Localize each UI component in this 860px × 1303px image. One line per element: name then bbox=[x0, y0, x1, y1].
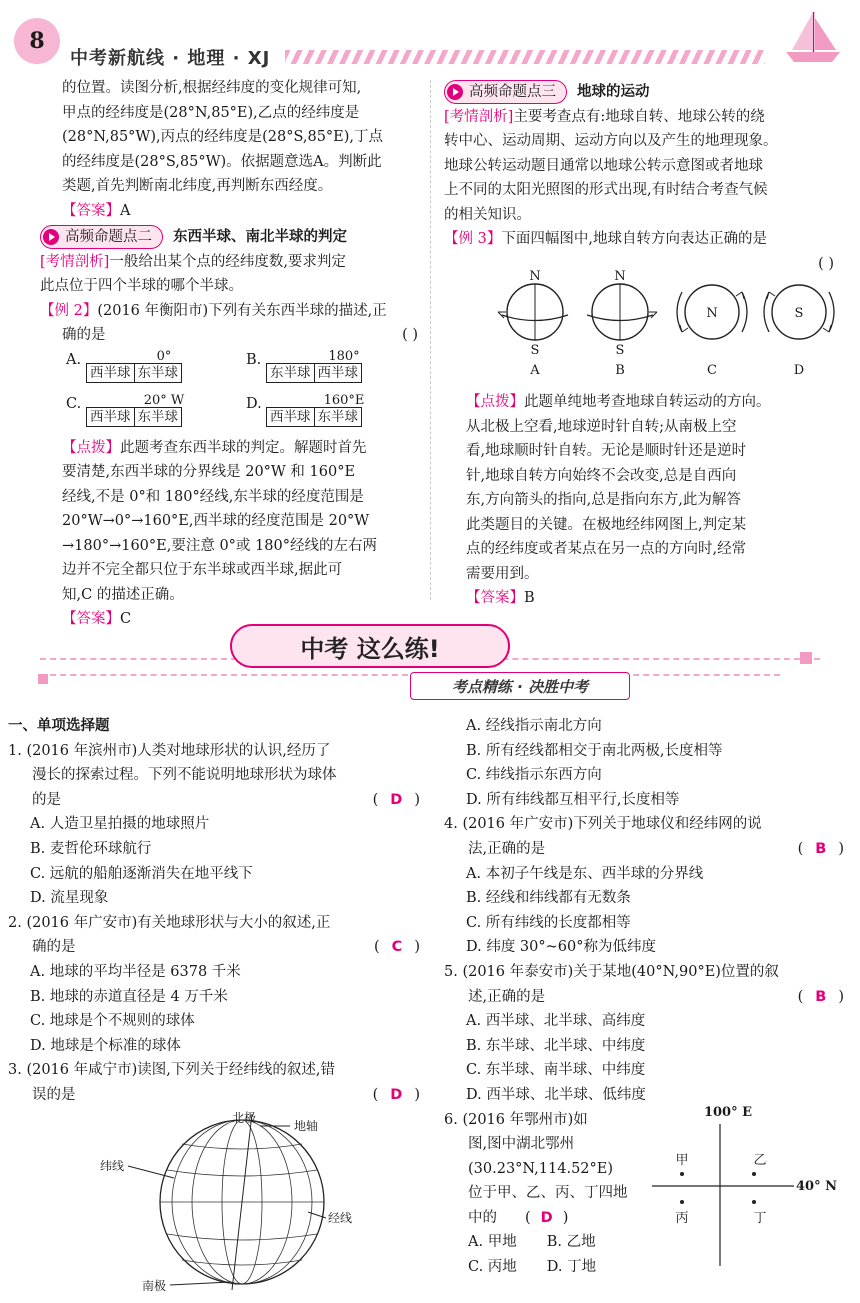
banner-subtitle: 考点精练 · 决胜中考 bbox=[410, 672, 630, 700]
q5-option: D. 西半球、北半球、低纬度 bbox=[466, 1086, 646, 1103]
label-longitude: 经线 bbox=[328, 1210, 353, 1225]
questions-left bbox=[8, 714, 420, 1295]
q1-option: B. 麦哲伦环球航行 bbox=[30, 840, 152, 857]
svg-text:S: S bbox=[794, 306, 804, 321]
example3-paren: ( ) bbox=[818, 255, 834, 272]
q5-stem: 5. (2016 年泰安市)关于某地(40°N,90°E)位置的叙 bbox=[444, 963, 779, 980]
q2-stem: 2. (2016 年广安市)有关地球形状与大小的叙述,正 bbox=[8, 914, 331, 931]
analysis-line: [考情剖析]一般给出某个点的经纬度数,要求判定 bbox=[40, 253, 346, 270]
globe-figure bbox=[92, 1110, 392, 1295]
q1-stem: 的是 ( D ) bbox=[32, 791, 420, 808]
analysis-line: 转中心、运动周期、运动方向以及产生的地理现象。 bbox=[444, 133, 778, 149]
svg-text:S: S bbox=[615, 343, 625, 358]
q1-stem: 1. (2016 年滨州市)人类对地球形状的认识,经历了 bbox=[8, 742, 331, 759]
svg-text:S: S bbox=[530, 343, 540, 358]
q3-option: C. 纬线指示东西方向 bbox=[466, 767, 602, 784]
tip-line: 【点拨】此题考查东西半球的判定。解题时首先 bbox=[62, 439, 367, 456]
q3-option: A. 经线指示南北方向 bbox=[466, 718, 602, 734]
option-a: A. 0° 西半球 东半球 bbox=[66, 348, 81, 373]
label-axis: 地轴 bbox=[294, 1118, 319, 1133]
label-latitude: 纬线 bbox=[100, 1158, 125, 1173]
q5-option: A. 西半球、北半球、高纬度 bbox=[466, 1013, 646, 1030]
q1-option: C. 远航的船舶逐渐消失在地平线下 bbox=[30, 865, 253, 882]
q3-answer: D bbox=[390, 1086, 403, 1103]
globe-a bbox=[498, 270, 568, 378]
q6-answer: D bbox=[540, 1209, 553, 1226]
tip-line: 看,地球顺时针自转。无论是顺时针还是逆时 bbox=[466, 443, 747, 459]
q6-options-row: C. 丙地 D. 丁地 bbox=[468, 1259, 597, 1276]
q6-grid-figure bbox=[644, 1102, 844, 1272]
series-title: 中考新航线 · 地理 · XJ bbox=[70, 48, 271, 69]
q1-option: A. 人造卫星拍摄的地球照片 bbox=[30, 816, 210, 833]
intro-line: (28°N,85°W),丙点的经纬度是(28°S,85°E),丁点 bbox=[62, 129, 384, 145]
tip-line: 从北极上空看,地球逆时针自转;从南极上空 bbox=[466, 418, 737, 435]
option-b: B. 180° 东半球 西半球 bbox=[246, 348, 261, 373]
q6-stem: 中的 ( D ) bbox=[468, 1209, 569, 1226]
banner-square bbox=[38, 674, 48, 684]
sailing-ship-icon bbox=[778, 10, 848, 66]
intro-line: 的经纬度是(28°S,85°W)。依据题意选A。判断此 bbox=[62, 153, 382, 170]
grid-latitude-label: 40° N bbox=[796, 1178, 837, 1194]
label-south-pole: 南极 bbox=[142, 1278, 167, 1293]
example2-options bbox=[40, 348, 418, 436]
example2-question: 【例 2】(2016 年衡阳市)下列有关东西半球的描述,正 bbox=[40, 302, 387, 319]
grid-longitude-label: 100° E bbox=[703, 1104, 753, 1120]
page-number: 8 bbox=[14, 18, 60, 64]
example2-question-cont: 确的是 ( ) bbox=[62, 327, 418, 343]
q2-option: A. 地球的平均半径是 6378 千米 bbox=[30, 963, 241, 980]
page-header bbox=[0, 0, 860, 70]
q6-stem: 6. (2016 年鄂州市)如 bbox=[444, 1111, 588, 1128]
analysis-line: 此点位于四个半球的哪个半球。 bbox=[40, 278, 243, 294]
globe-b bbox=[587, 270, 657, 378]
analysis-line: 的相关知识。 bbox=[444, 206, 531, 223]
column-divider bbox=[430, 80, 431, 600]
svg-text:N: N bbox=[614, 270, 626, 284]
rotation-figure bbox=[444, 270, 844, 390]
play-icon bbox=[43, 229, 59, 245]
section-title: 一、单项选择题 bbox=[8, 718, 110, 734]
tip-line: 点的经纬度或者某点在另一点的方向时,经常 bbox=[466, 541, 747, 557]
q6-stem: (30.23°N,114.52°E) bbox=[468, 1160, 614, 1177]
practice-banner bbox=[40, 622, 820, 702]
q3-stem: 误的是 ( D ) bbox=[32, 1086, 420, 1103]
tip-line: 20°W→0°→160°E,西半球的经度范围是 20°W bbox=[62, 513, 370, 529]
header-hatch-decoration bbox=[285, 50, 765, 64]
option-d: D. 160°E 西半球 东半球 bbox=[246, 392, 365, 425]
globe-c bbox=[677, 285, 747, 378]
q4-option: A. 本初子午线是东、西半球的分界线 bbox=[466, 865, 704, 882]
q6-stem: 图,图中湖北鄂州 bbox=[468, 1136, 575, 1153]
q6-block bbox=[444, 1104, 844, 1288]
tip-line: 【点拨】此题单纯地考查地球自转运动的方向。 bbox=[466, 394, 771, 410]
tip-line: 此类题目的关键。在极地经纬网图上,判定某 bbox=[466, 516, 747, 533]
banner-square bbox=[800, 652, 812, 664]
q5-stem: 述,正确的是 ( B ) bbox=[468, 988, 844, 1005]
q2-option: D. 地球是个标准的球体 bbox=[30, 1037, 181, 1054]
q5-option: C. 东半球、南半球、中纬度 bbox=[466, 1062, 646, 1079]
left-column bbox=[40, 76, 418, 632]
q5-option: B. 东半球、北半球、中纬度 bbox=[466, 1037, 646, 1054]
point3-heading bbox=[444, 80, 844, 105]
q2-option: B. 地球的赤道直径是 4 万千米 bbox=[30, 988, 228, 1005]
q1-answer: D bbox=[390, 791, 403, 808]
play-icon bbox=[447, 84, 463, 100]
example3-question: 【例 3】下面四幅图中,地球自转方向表达正确的是 bbox=[444, 231, 767, 247]
q4-option: C. 所有纬线的长度都相等 bbox=[466, 914, 631, 931]
q2-option: C. 地球是个不规则的球体 bbox=[30, 1013, 195, 1030]
point3-title: 地球的运动 bbox=[577, 84, 650, 100]
q4-answer: B bbox=[815, 840, 827, 857]
point-ding: 丁 bbox=[753, 1210, 767, 1226]
tip-line: 知,C 的描述正确。 bbox=[62, 586, 184, 603]
point3-tag: 高频命题点三 bbox=[444, 80, 567, 104]
tip-line: 经线,不是 0°和 180°经线,东半球的经度范围是 bbox=[62, 488, 364, 505]
answer-line: 【答案】B bbox=[466, 590, 535, 606]
svg-text:D: D bbox=[793, 363, 805, 378]
intro-line: 类题,首先判断南北纬度,再判断东西经度。 bbox=[62, 178, 333, 194]
point2-heading bbox=[40, 225, 418, 250]
q6-stem: 位于甲、乙、丙、丁四地 bbox=[468, 1185, 628, 1202]
q2-answer: C bbox=[391, 939, 403, 956]
analysis-line: 上不同的太阳光照图的形式出现,有时结合考查气候 bbox=[444, 182, 768, 198]
answer-line: 【答案】A bbox=[62, 202, 131, 219]
point2-title: 东西半球、南北半球的判定 bbox=[173, 229, 347, 245]
analysis-line: [考情剖析]主要考查点有:地球自转、地球公转的绕 bbox=[444, 108, 765, 125]
point2-tag: 高频命题点二 bbox=[40, 225, 163, 249]
q3-stem: 3. (2016 年咸宁市)读图,下列关于经纬线的叙述,错 bbox=[8, 1062, 335, 1079]
tip-line: 需要用到。 bbox=[466, 565, 539, 582]
option-c: C. 20° W 西半球 东半球 bbox=[66, 392, 185, 425]
tip-line: →180°→160°E,要注意 0°或 180°经线的左右两 bbox=[62, 537, 377, 554]
q1-stem: 漫长的探索过程。下列不能说明地球形状为球体 bbox=[32, 767, 337, 784]
tip-line: 东,方向箭头的指向,总是指向东方,此为解答 bbox=[466, 492, 741, 508]
svg-text:A: A bbox=[530, 363, 540, 378]
svg-text:B: B bbox=[615, 363, 625, 378]
tip-line: 针,地球自转方向始终不会改变,总是自西向 bbox=[466, 467, 737, 484]
q3-option: B. 所有经线都相交于南北两极,长度相等 bbox=[466, 742, 723, 759]
q2-stem: 确的是 ( C ) bbox=[32, 939, 420, 956]
banner-title: 中考 这么练! bbox=[230, 624, 510, 668]
svg-text:N: N bbox=[706, 306, 718, 321]
tip-line: 要清楚,东西半球的分界线是 20°W 和 160°E bbox=[62, 464, 356, 480]
tip-line: 边并不完全都只位于东半球或西半球,据此可 bbox=[62, 562, 343, 578]
intro-line: 的位置。读图分析,根据经纬度的变化规律可知, bbox=[62, 80, 362, 96]
point-jia: 甲 bbox=[675, 1152, 689, 1168]
q4-stem: 法,正确的是 ( B ) bbox=[468, 840, 844, 857]
q5-answer: B bbox=[815, 988, 827, 1005]
point-bing: 丙 bbox=[675, 1210, 689, 1226]
q4-stem: 4. (2016 年广安市)下列关于地球仪和经纬网的说 bbox=[444, 816, 762, 833]
globe-d bbox=[764, 285, 834, 378]
right-column bbox=[444, 80, 844, 611]
q6-options-row: A. 甲地 B. 乙地 bbox=[468, 1234, 596, 1251]
q4-option: B. 经线和纬线都有无数条 bbox=[466, 890, 631, 907]
questions-right bbox=[444, 714, 844, 1288]
svg-text:N: N bbox=[529, 270, 541, 284]
intro-line: 甲点的经纬度是(28°N,85°E),乙点的经纬度是 bbox=[62, 104, 360, 121]
svg-text:C: C bbox=[707, 363, 717, 378]
label-north-pole: 北极 bbox=[232, 1110, 257, 1125]
point-yi: 乙 bbox=[753, 1152, 767, 1168]
analysis-line: 地球公转运动题目通常以地球公转示意图或者地球 bbox=[444, 157, 763, 174]
q1-option: D. 流星现象 bbox=[30, 890, 109, 907]
q4-option: D. 纬度 30°~60°称为低纬度 bbox=[466, 939, 656, 956]
q3-option: D. 所有纬线都互相平行,长度相等 bbox=[466, 791, 680, 808]
answer-line: 【答案】C bbox=[62, 611, 132, 627]
